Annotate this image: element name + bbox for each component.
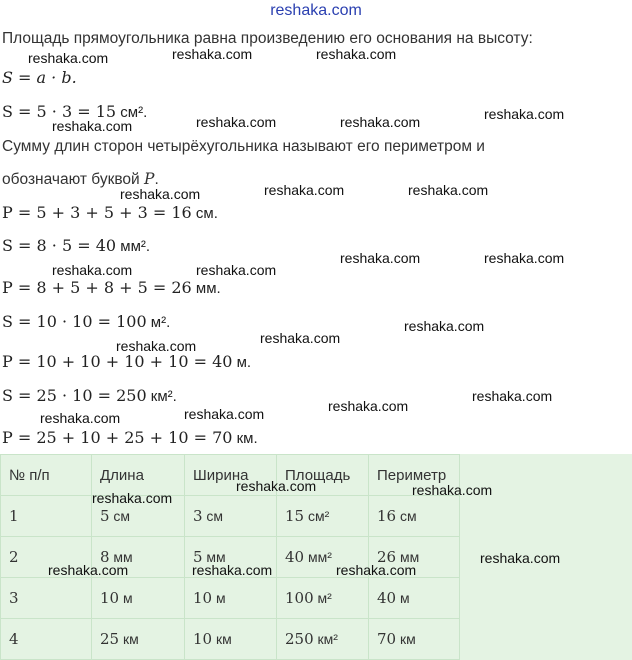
general-rhs: a · b. <box>36 68 77 87</box>
general-area-formula: S = a · b. <box>2 68 77 87</box>
watermark: reshaka.com <box>412 482 493 498</box>
general-lhs: S <box>2 68 13 87</box>
watermark: reshaka.com <box>236 478 317 494</box>
watermark: reshaka.com <box>328 398 409 414</box>
formula-unit: см². <box>116 104 148 121</box>
formula-3 <box>2 236 150 255</box>
watermark: reshaka.com <box>52 118 133 134</box>
formula-expr: P = 25 + 10 + 25 + 10 = 70 <box>2 428 233 447</box>
watermark: reshaka.com <box>192 562 273 578</box>
watermark: reshaka.com <box>28 50 109 66</box>
table-cell: 2 <box>1 537 92 578</box>
formula-6 <box>2 352 251 371</box>
watermark: reshaka.com <box>484 106 565 122</box>
table-cell: 10 м <box>92 578 185 619</box>
formula-expr: P = 5 + 3 + 5 + 3 = 16 <box>2 203 192 222</box>
formula-expr: P = 10 + 10 + 10 + 10 = 40 <box>2 352 233 371</box>
watermark: reshaka.com <box>48 562 129 578</box>
table-cell: 3 <box>1 578 92 619</box>
watermark: reshaka.com <box>196 262 277 278</box>
perimeter-rule-text: обозначают буквой <box>2 171 144 188</box>
formula-2 <box>2 203 218 222</box>
watermark: reshaka.com <box>404 318 485 334</box>
formula-unit: мм. <box>191 280 221 297</box>
table-cell: 5 мм <box>185 537 277 578</box>
formula-5 <box>2 312 170 331</box>
formula-unit: км². <box>146 388 177 405</box>
column-header: Длина <box>92 455 185 496</box>
table-cell: 70 км <box>369 619 460 660</box>
watermark: reshaka.com <box>196 114 277 130</box>
watermark: reshaka.com <box>120 186 201 202</box>
watermark: reshaka.com <box>116 338 197 354</box>
table-cell: 100 м² <box>277 578 369 619</box>
formula-expr: S = 5 · 3 = 15 <box>2 102 117 121</box>
watermark: reshaka.com <box>264 182 345 198</box>
watermark: reshaka.com <box>408 182 489 198</box>
formula-unit: м². <box>146 314 171 331</box>
watermark: reshaka.com <box>172 46 253 62</box>
period: . <box>154 171 159 188</box>
watermark: reshaka.com <box>472 388 553 404</box>
table-cell: 1 <box>1 496 92 537</box>
table-cell: 25 км <box>92 619 185 660</box>
watermark: reshaka.com <box>260 330 341 346</box>
formula-expr: S = 10 · 10 = 100 <box>2 312 147 331</box>
table-cell: 10 км <box>185 619 277 660</box>
table-row <box>1 619 460 660</box>
watermark: reshaka.com <box>340 250 421 266</box>
formula-expr: S = 8 · 5 = 40 <box>2 236 117 255</box>
watermark: reshaka.com <box>484 250 565 266</box>
formula-8 <box>2 428 258 447</box>
column-header: № п/п <box>1 455 92 496</box>
watermark: reshaka.com <box>340 114 421 130</box>
table-cell: 40 м <box>369 578 460 619</box>
results-table <box>0 454 460 660</box>
table-cell: 16 см <box>369 496 460 537</box>
watermark: reshaka.com <box>336 562 417 578</box>
watermark: reshaka.com <box>184 406 265 422</box>
formula-unit: м. <box>232 354 252 371</box>
watermark: reshaka.com <box>480 550 561 566</box>
table-cell: 5 см <box>92 496 185 537</box>
table-cell: 40 мм² <box>277 537 369 578</box>
perimeter-rule-line-1: Сумму длин сторон четырёхугольника называют его периметром и <box>2 138 485 155</box>
watermark: reshaka.com <box>52 262 133 278</box>
table-cell: 3 см <box>185 496 277 537</box>
perimeter-letter: P <box>144 170 155 188</box>
table-row <box>1 496 460 537</box>
site-header[interactable]: reshaka.com <box>270 2 362 19</box>
table-cell: 15 см² <box>277 496 369 537</box>
formula-unit: см. <box>191 205 218 222</box>
column-header: Площадь <box>277 455 369 496</box>
table-row <box>1 578 460 619</box>
table-cell: 26 мм <box>369 537 460 578</box>
formula-expr: P = 8 + 5 + 8 + 5 = 26 <box>2 278 192 297</box>
table-cell: 8 мм <box>92 537 185 578</box>
column-header: Ширина <box>185 455 277 496</box>
watermark: reshaka.com <box>316 46 397 62</box>
watermark: reshaka.com <box>92 490 173 506</box>
area-rule-text: Площадь прямоугольника равна произведению его основания на высоту: <box>2 30 533 47</box>
table-cell: 4 <box>1 619 92 660</box>
formula-4 <box>2 278 221 297</box>
watermark: reshaka.com <box>40 410 121 426</box>
formula-expr: S = 25 · 10 = 250 <box>2 386 147 405</box>
table-cell: 10 м <box>185 578 277 619</box>
formula-7 <box>2 386 177 405</box>
formula-unit: км. <box>232 430 258 447</box>
column-header: Периметр <box>369 455 460 496</box>
table-cell: 250 км² <box>277 619 369 660</box>
table-header-row <box>1 455 460 496</box>
formula-unit: мм². <box>116 238 151 255</box>
